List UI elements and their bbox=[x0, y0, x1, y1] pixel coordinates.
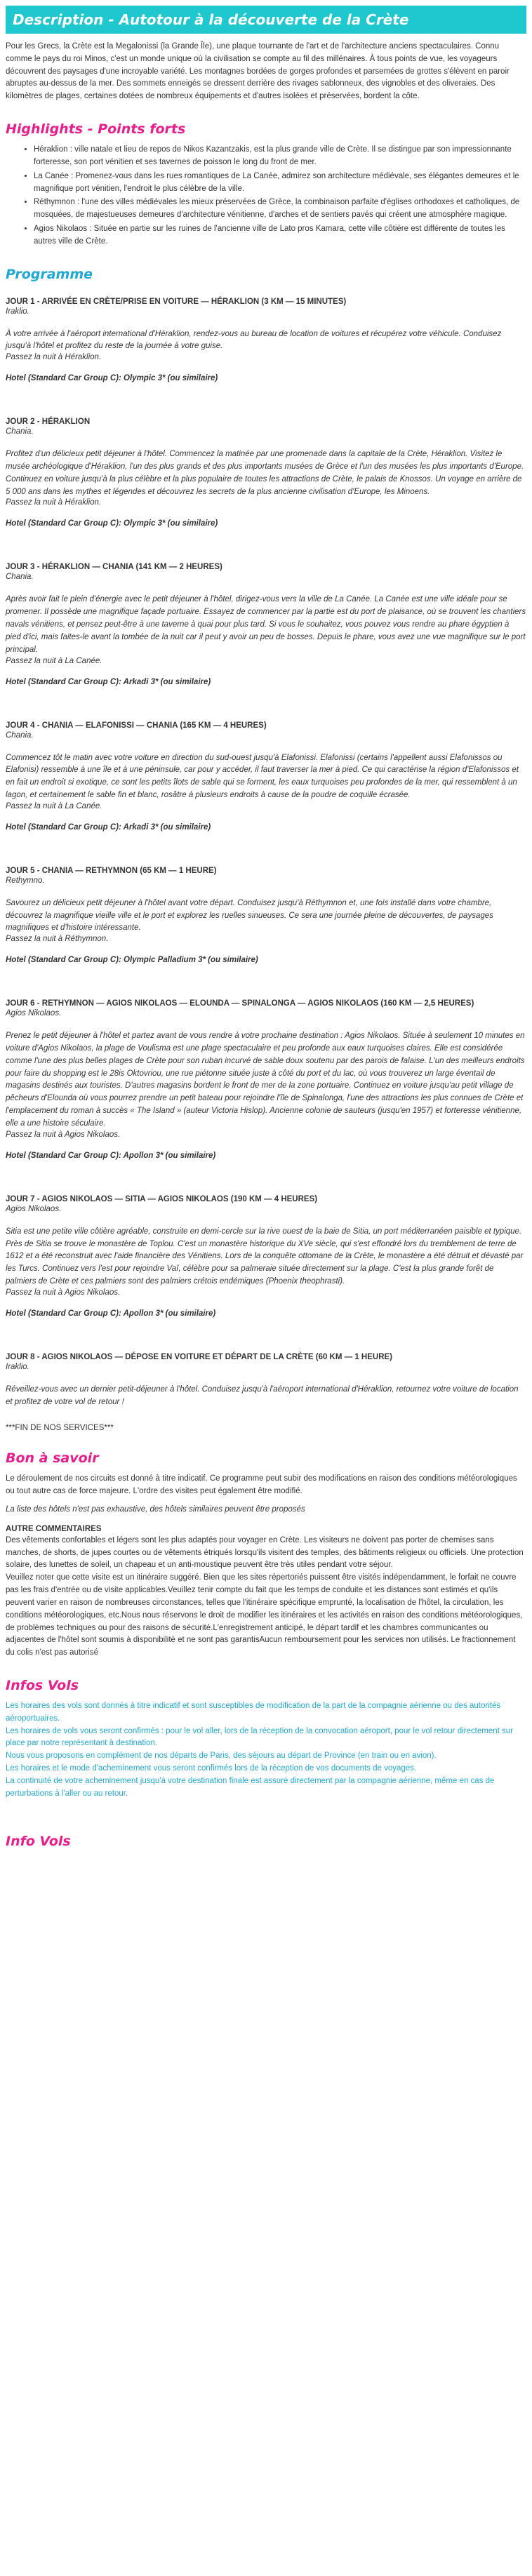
day-city: Iraklio. bbox=[6, 307, 29, 316]
day-city: Agios Nikolaos. bbox=[6, 1009, 62, 1018]
day-title: JOUR 7 - AGIOS NIKOLAOS — SITIA — AGIOS NIKOLAOS (190 KM — 4 HEURES) bbox=[6, 1194, 318, 1203]
day-text: À votre arrivée à l'aéroport international d'Héraklion, rendez-vous au bureau de location de voitures et récupérez votre véhicule. Conduisez jusqu'à l'hôtel et profitez du reste de la journée à votre guise. bbox=[6, 329, 502, 351]
day-hotel: Hotel (Standard Car Group C): Olympic 3* (ou similaire) bbox=[6, 519, 218, 528]
day-hotel: Hotel (Standard Car Group C): Arkadi 3* (ou similaire) bbox=[6, 822, 211, 832]
comment-paragraph: Veuillez noter que cette visite est un itinéraire suggéré. Bien que les sites répertoriés puissent être visités indépendamment, le forfait ne couvre pas les frais d'entrée ou de visite applicables.Veuillez tenir compte du fait que les temps de conduite et les distances sont estimés et qu'ils peuvent varier en raison de nombreuses circonstances, telles que l'itinéraire spécifique emprunté, la localisation de l'hôtel, la circulation, les conditions météorologiques, etc.Nous nous réservons le droit de modifier les itinéraires et les activités en raison des conditions météorologiques, de problèmes techniques ou pour des raisons de sécurité.L'enregistrement anticipé, le départ tardif et les chambres communicantes ou adjacentes de l'hôtel sont soumis à disponibilité et ne sont pas garantisAucun remboursement pour les services non utilisés. Le fractionnement du colis n'est pas autorisé bbox=[6, 1573, 523, 1657]
flight-info-line: Les horaires et le mode d'acheminement vous seront confirmés lors de la réception de vos documents de voyages. bbox=[6, 1764, 417, 1773]
day-text: Sitia est une petite ville côtière agréable, construite en demi-cercle sur la rive ouest de la baie de Sitia, un port méditerranéen paisible et typique. Près de Sitia se trouve le monastère de Toplou. C'est un monastère historique du XVe siècle, qui s'est effondré lors du tremblement de terre de 1612 et a été reconstruit avec l'aide financière des Vénitiens. Lors de la conquête ottomane de la Crète, le monastère a été détruit et dévasté par les Turcs. Continuez vers l'est pour rejoindre Vaï, célèbre pour sa palmeraie située directement sur la plage. C'est la plus grande forêt de palmiers de Crète et ces palmiers sont des palmiers crétois endémiques (Phoenix theophrasti). bbox=[6, 1227, 524, 1286]
day-overnight: Passez la nuit à Agios Nikolaos. bbox=[6, 1130, 121, 1139]
description-text: Pour les Grecs, la Crète est la Megalonissi (la Grande Île), une plaque tournante de l'art et de l'architecture anciens spectaculaires. Connu comme le pays du roi Minos, c'est un monde unique où la civilisation se compte au fil des millénaires. À tous points de vue, les voyageurs découvrent des paysages d'une incroyable variété. Les montagnes bordées de gorges profondes et parsemées de grottes s'élèvent en paroir abruptes au-dessus de la mer. Des sommets enneigés se dressent derrière des rivages sablonneux, des vignobles et des oliveraies. Des kilomètres de plages, certaines dotées de nombreux équipements et d'autres isolées et préservées, bordent la côte. bbox=[6, 42, 510, 101]
day-title: JOUR 8 - AGIOS NIKOLAOS — DÉPOSE EN VOITURE ET DÉPART DE LA CRÈTE (60 KM — 1 HEURE) bbox=[6, 1352, 393, 1361]
comments-title: AUTRE COMMENTAIRES bbox=[6, 1524, 102, 1533]
day-text: Commencez tôt le matin avec votre voiture en direction du sud-ouest jusqu'à Elafonissi. Elafonissi (certains l'appellent aussi Elafonissos ou Elafonisi) ressemble à une île et à une péninsule, car pour y accéder, il faut traverser la mer à pied. Ce qui caractérise la région d'Elafonissos et en fait un endroit si exotique, ce sont les petits îlots de sable qui se forment, les eaux turquoises peu profondes de la mer, qui ressemblent à un lagon, et certainement le sable fin et blanc, rosâtre à plusieurs endroits à cause de la poudre de coquille écrasée. bbox=[6, 753, 519, 799]
highlight-item: • Réthymnon : l'une des villes médiévales les mieux préservées de Grèce, la combinaison parfaite d'églises orthodoxes et catholiques, de mosquées, de majestueuses demeures d'architecture vénitienne, d'arches et de sentiers pavés qui créent une atmosphère magique. bbox=[34, 196, 529, 222]
day-text: Réveillez-vous avec un dernier petit-déjeuner à l'hôtel. Conduisez jusqu'à l'aéroport international d'Héraklion, retournez votre voiture de location et profitez de votre vol de retour ! bbox=[6, 1384, 519, 1406]
highlight-item: • Agios Nikolaos : Située en partie sur les ruines de l'ancienne ville de Lato pros Kamara, cette ville côtière est différente de toutes les autres ville de Crète. bbox=[34, 223, 529, 248]
day-overnight: Passez la nuit à Réthymnon. bbox=[6, 935, 109, 944]
highlight-item: • La Canée : Promenez-vous dans les rues romantiques de La Canée, admirez son architecture médiévale, ses élégantes demeures et le magnifique port vénitien, l'endroit le plus célèbre de la ville. bbox=[34, 171, 529, 196]
day-4 bbox=[6, 721, 526, 851]
day-city: Chania. bbox=[6, 730, 34, 740]
flight-info-line: Les horaires de vols vous seront confirmés : pour le vol aller, lors de la réception de la convocation aéroport, pour le vol retour directement sur place par notre représentant à destination. bbox=[6, 1726, 513, 1748]
flight-info-line: Les horaires des vols sont donnés à titre indicatif et sont susceptibles de modification de la part de la compagnie aérienne ou des autorités aéroportuaires. bbox=[6, 1701, 501, 1723]
bon-a-savoir-title: Bon à savoir bbox=[6, 1450, 99, 1467]
day-city: Agios Nikolaos. bbox=[6, 1204, 62, 1213]
bon-a-savoir-intro: Le déroulement de nos circuits est donné à titre indicatif. Ce programme peut subir des modifications en raison des conditions météorologiques ou tout autre cas de force majeure. L'ordre des visites peut également être modifié. bbox=[6, 1474, 517, 1496]
highlights-title: Highlights - Points forts bbox=[6, 121, 186, 138]
flight-info-line: La continuité de votre acheminement jusqu'à votre destination finale est assuré directement par la compagnie aérienne, même en cas de perturbations à l'aller ou au retour. bbox=[6, 1776, 495, 1798]
highlight-item: • Héraklion : ville natale et lieu de repos de Nikos Kazantzakis, est la plus grande ville de Crète. Il se distingue par son impressionnante forteresse, son port vénitien et ses tavernes de poisson le long du front de mer. bbox=[34, 144, 529, 169]
day-city: Chania. bbox=[6, 427, 34, 436]
end-of-services: ***FIN DE NOS SERVICES*** bbox=[6, 1424, 114, 1433]
day-title: JOUR 5 - CHANIA — RETHYMNON (65 KM — 1 HEURE) bbox=[6, 866, 217, 875]
programme-title: Programme bbox=[6, 266, 93, 282]
hotels-note: La liste des hôtels n'est pas exhaustive, des hôtels similaires peuvent être proposés bbox=[6, 1505, 305, 1514]
page bbox=[0, 6, 532, 1849]
day-title: JOUR 1 - ARRIVÉE EN CRÈTE/PRISE EN VOITURE — HÉRAKLION (3 KM — 15 MINUTES) bbox=[6, 297, 347, 306]
day-title: JOUR 2 - HÉRAKLION bbox=[6, 418, 91, 427]
day-7 bbox=[6, 1195, 526, 1337]
day-title: JOUR 6 - RETHYMNON — AGIOS NIKOLAOS — ELOUNDA — SPINALONGA — AGIOS NIKOLAOS (160 KM — 2,5 HEURES) bbox=[6, 999, 474, 1008]
day-hotel: Hotel (Standard Car Group C): Arkadi 3* (ou similaire) bbox=[6, 677, 211, 686]
day-overnight: Passez la nuit à Agios Nikolaos. bbox=[6, 1288, 121, 1297]
day-city: Iraklio. bbox=[6, 1362, 29, 1371]
comment-paragraph: Des vêtements confortables et légers sont les plus adaptés pour voyager en Crète. Les visiteurs ne doivent pas porter de chemises sans manches, de shorts, de jupes courtes ou de vêtements étriqués lorsqu'ils visitent des temples, des bâtiments religieux ou officiels. Une protection solaire, des lunettes de soleil, un chapeau et un anti-moustique peuvent être très utiles pendant votre séjour. bbox=[6, 1535, 524, 1570]
day-hotel: Hotel (Standard Car Group C): Apollon 3* (ou similaire) bbox=[6, 1151, 216, 1160]
day-hotel: Hotel (Standard Car Group C): Olympic 3* (ou similaire) bbox=[6, 374, 218, 383]
day-2 bbox=[6, 418, 526, 547]
page-title: Description - Autotour à la découverte de la Crète bbox=[6, 6, 526, 34]
day-overnight: Passez la nuit à La Canée. bbox=[6, 656, 102, 665]
day-title: JOUR 4 - CHANIA — ELAFONISSI — CHANIA (165 KM — 4 HEURES) bbox=[6, 721, 267, 730]
day-text: Profitez d'un délicieux petit déjeuner à l'hôtel. Commencez la matinée par une promenade dans la capitale de la Crète, Héraklion. Visitez le musée archéologique d'Héraklion, l'un des plus grands et des plus importants musées de Grèce et l'un des musées les plus importants d'Europe. Continuez en voiture jusqu'à la plus célèbre et la plus populaire de toutes les attractions de Crète, le palais de Knossos. Un voyage en arrière de 5 000 ans dans les mythes et légendes et découvrez les secrets de la plus ancienne civilisation d'Europe, les Minoens. bbox=[6, 450, 524, 496]
flight-info-line: Nous vous proposons en complément de nos départs de Paris, des séjours au départ de Province (en train ou en avion). bbox=[6, 1751, 437, 1761]
info-vols-title: Info Vols bbox=[6, 1834, 71, 1850]
day-6 bbox=[6, 999, 526, 1180]
day-overnight: Passez la nuit à La Canée. bbox=[6, 801, 102, 810]
day-1 bbox=[6, 298, 526, 403]
day-hotel: Hotel (Standard Car Group C): Apollon 3* (ou similaire) bbox=[6, 1309, 216, 1318]
day-title: JOUR 3 - HÉRAKLION — CHANIA (141 KM — 2 HEURES) bbox=[6, 563, 222, 572]
day-city: Rethymno. bbox=[6, 876, 45, 885]
infos-vols-title: Infos Vols bbox=[6, 1677, 79, 1693]
day-overnight: Passez la nuit à Héraklion. bbox=[6, 353, 102, 362]
day-text: Après avoir fait le plein d'énergie avec le petit déjeuner à l'hôtel, dirigez-vous vers la ville de La Canée. La Canée est une ville idéale pour se promener. Il possède une magnifique façade portuaire. Essayez de commencer par la partie est du port de plaisance, où se trouvent les chantiers navals vénitiens, et pensez peut-être à une taverne à quai pour plus tard. Si vous le souhaitez, vous pouvez vous rendre au phare égyptien à pied d'ici, mais faites-le avant la tombée de la nuit car il peut y avoir un peu de bosses. Depuis le phare, vous avez une vue magnifique sur le port principal. bbox=[6, 595, 526, 654]
day-hotel: Hotel (Standard Car Group C): Olympic Palladium 3* (ou similaire) bbox=[6, 956, 258, 965]
day-text: Savourez un délicieux petit déjeuner à l'hôtel avant votre départ. Conduisez jusqu'à Réthymnon et, une fois installé dans votre chambre, découvrez la magnifique vieille ville et le port et explorez les ruelles sinueuses. Ce sera une journée pleine de découvertes, de paysages magnifiques et d'histoire intéressante. bbox=[6, 898, 493, 933]
day-5 bbox=[6, 867, 526, 984]
highlights-list bbox=[3, 144, 529, 248]
day-8 bbox=[6, 1353, 526, 1409]
day-3 bbox=[6, 563, 526, 705]
day-text: Prenez le petit déjeuner à l'hôtel et partez avant de vous rendre à votre prochaine destination : Agios Nikolaos. Située à seulement 10 minutes en voiture d'Agios Nikolaos, la plage de Voulisma est une plage spectaculaire et peu profonde aux eaux turquoises claires. Elle est considérée comme l'une des plus belles plages de Crète pour son ruban incurvé de sable doux soutenu par des parois de falaise. L'un des meilleurs endroits pour faire du shopping est le 28is Oktovriou, une rue piétonne située juste à côté du port et du lac, où vous trouverez un large éventail de magasins destinés aux touristes. D'autres magasins bordent le front de mer de la zone portuaire. Continuez en voiture jusqu'au petit village de pêcheurs d'Elounda où vous pourrez prendre un petit bateau pour rejoindre l'île de Spinalonga, l'une des attractions les plus connues de Crète et l'emplacement du roman à succès « The Island » (auteur Victoria Hislop). Ancienne colonie de sauteurs (jusqu'en 1957) et forteresse vénitienne, elle a une histoire séculaire. bbox=[6, 1032, 525, 1128]
day-city: Chania. bbox=[6, 573, 34, 582]
day-overnight: Passez la nuit à Héraklion. bbox=[6, 498, 102, 507]
